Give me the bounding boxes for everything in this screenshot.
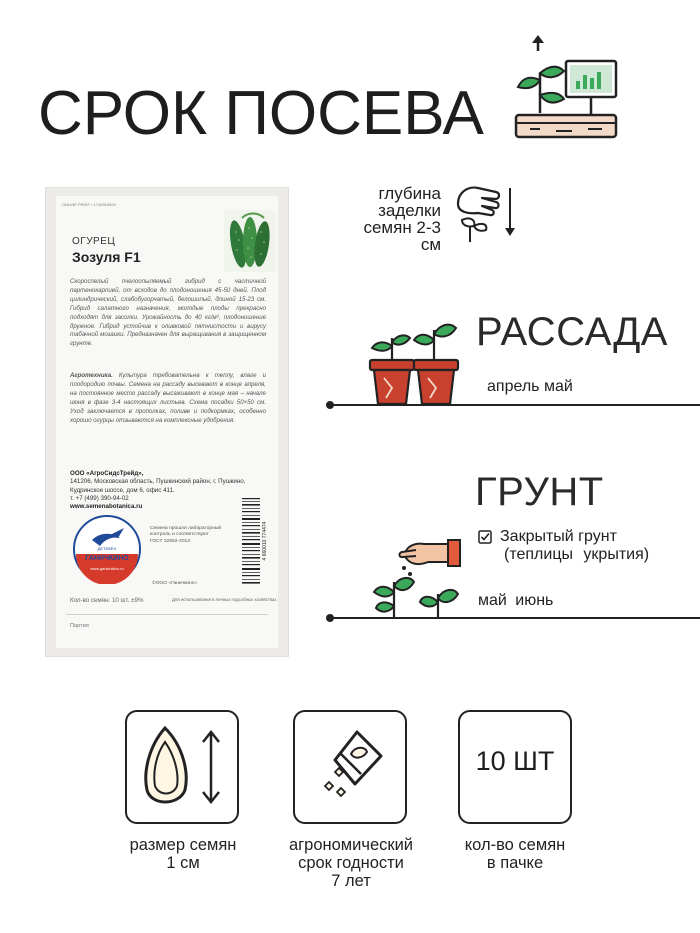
packet-agro-text: Культура требовательна к теплу, влаге и плодородию почвы. Семена на рассаду высевают в конце апреля, на постоянное место рассаду высаживают в конце мая – начале июня в фазе 3-4 настоящих листьев. Схема посадки 50×50 см. Уход заключается в прополках, поливе и подкормках, особенно хорошо огурцы отзываются на комплексные удобрения.	[70, 372, 266, 424]
shelf-life-caption: агрономический срок годности 7 лет	[288, 836, 414, 890]
packet-company	[70, 470, 266, 511]
hand-seed-depth-icon	[452, 180, 518, 246]
seed-count-value: 10 ШТ	[475, 746, 555, 776]
seedling-title: РАССАДА	[476, 310, 668, 354]
seed-packet	[46, 188, 288, 656]
sowing-monitor-icon	[510, 35, 620, 145]
packet-agro-heading: Агротехника.	[70, 372, 113, 379]
packet-divider	[66, 614, 268, 615]
seedling-pots-icon	[366, 316, 462, 408]
page-title: СРОК ПОСЕВА	[38, 79, 484, 148]
packet-company-name: ООО «АгроСидсТрейд»,	[70, 470, 144, 477]
packet-company-phone: т. +7 (499) 390-94-02	[70, 494, 129, 502]
packet-certification: Семена прошли лабораторный контроль и соответствуют ГОСТ 32592-2013	[150, 526, 222, 544]
ganichkino-logo	[72, 514, 142, 584]
checkbox-checked-icon	[478, 530, 492, 544]
logo-main-text: ГАНИЧКИНО	[85, 555, 129, 562]
seedling-divider-line	[330, 404, 700, 406]
logo-bottom-text: www.ganichkino.ru	[90, 566, 124, 571]
packet-seed-count: Кол-во семян: 10 шт. ±9%	[70, 597, 144, 604]
sowing-depth-label: глубина заделки семян 2-3 см	[363, 184, 441, 254]
ground-type-detail: (теплицы укрытия)	[504, 546, 650, 563]
barcode	[242, 496, 268, 586]
packet-crop: ОГУРЕЦ	[72, 236, 116, 247]
seed-size-box	[125, 710, 239, 824]
cucumbers-photo	[224, 210, 276, 272]
packet-usage: Для использования в личных подсобных хозяйствах	[172, 597, 277, 602]
seed-size-icon	[127, 712, 237, 822]
packet-brand: ©ООО «Ганичкино»	[152, 581, 198, 586]
ground-title: ГРУНТ	[475, 470, 604, 514]
barcode-digits: 4 660010 774474	[262, 521, 268, 561]
packet-company-address: 141206, Московская область, Пушкинский район, г. Пушкино, Кудринское шоссе, дом 6, офис 411.	[70, 478, 246, 494]
ground-months: май июнь	[478, 592, 554, 609]
seed-size-caption: размер семян 1 см	[129, 836, 237, 872]
seed-packet-icon	[295, 712, 405, 822]
packet-description: Скороспелый пчелоопыляемый гибрид с частичной партенокарпией, от всходов до плодоношения 45-50 дней. Плод цилиндрический, слабобугорчатый, белошипый, длиной 15-23 см. Гибрид салатного назначения, молодые плоды прекрасно подходят для засолки. Урожайность до 40 кг/м², плодоношение дружное. Гибрид устойчив к оливковой пятнистости и вирусу табачной мозаики. Предназначен для выращивания в защищенном грунте.	[70, 278, 266, 348]
hand-planting-icon	[372, 528, 468, 624]
seed-packet-face	[56, 196, 278, 648]
seed-count-caption: кол-во семян в пачке	[464, 836, 566, 872]
seed-count-box	[458, 710, 572, 824]
ground-type: Закрытый грунт	[500, 528, 617, 545]
shelf-life-box	[293, 710, 407, 824]
packet-batch: Партия	[70, 623, 89, 629]
packet-print-code: ONLINE PRINT • 1740910000	[62, 202, 116, 207]
ground-divider-line	[330, 617, 700, 619]
logo-top-text: ДЕТЕВЕН	[97, 546, 117, 551]
packet-variety: Зозуля F1	[72, 249, 141, 265]
packet-company-site: www.semenabotanica.ru	[70, 503, 143, 511]
seedling-months: апрель май	[487, 378, 573, 395]
packet-agrotechnics	[70, 372, 266, 425]
